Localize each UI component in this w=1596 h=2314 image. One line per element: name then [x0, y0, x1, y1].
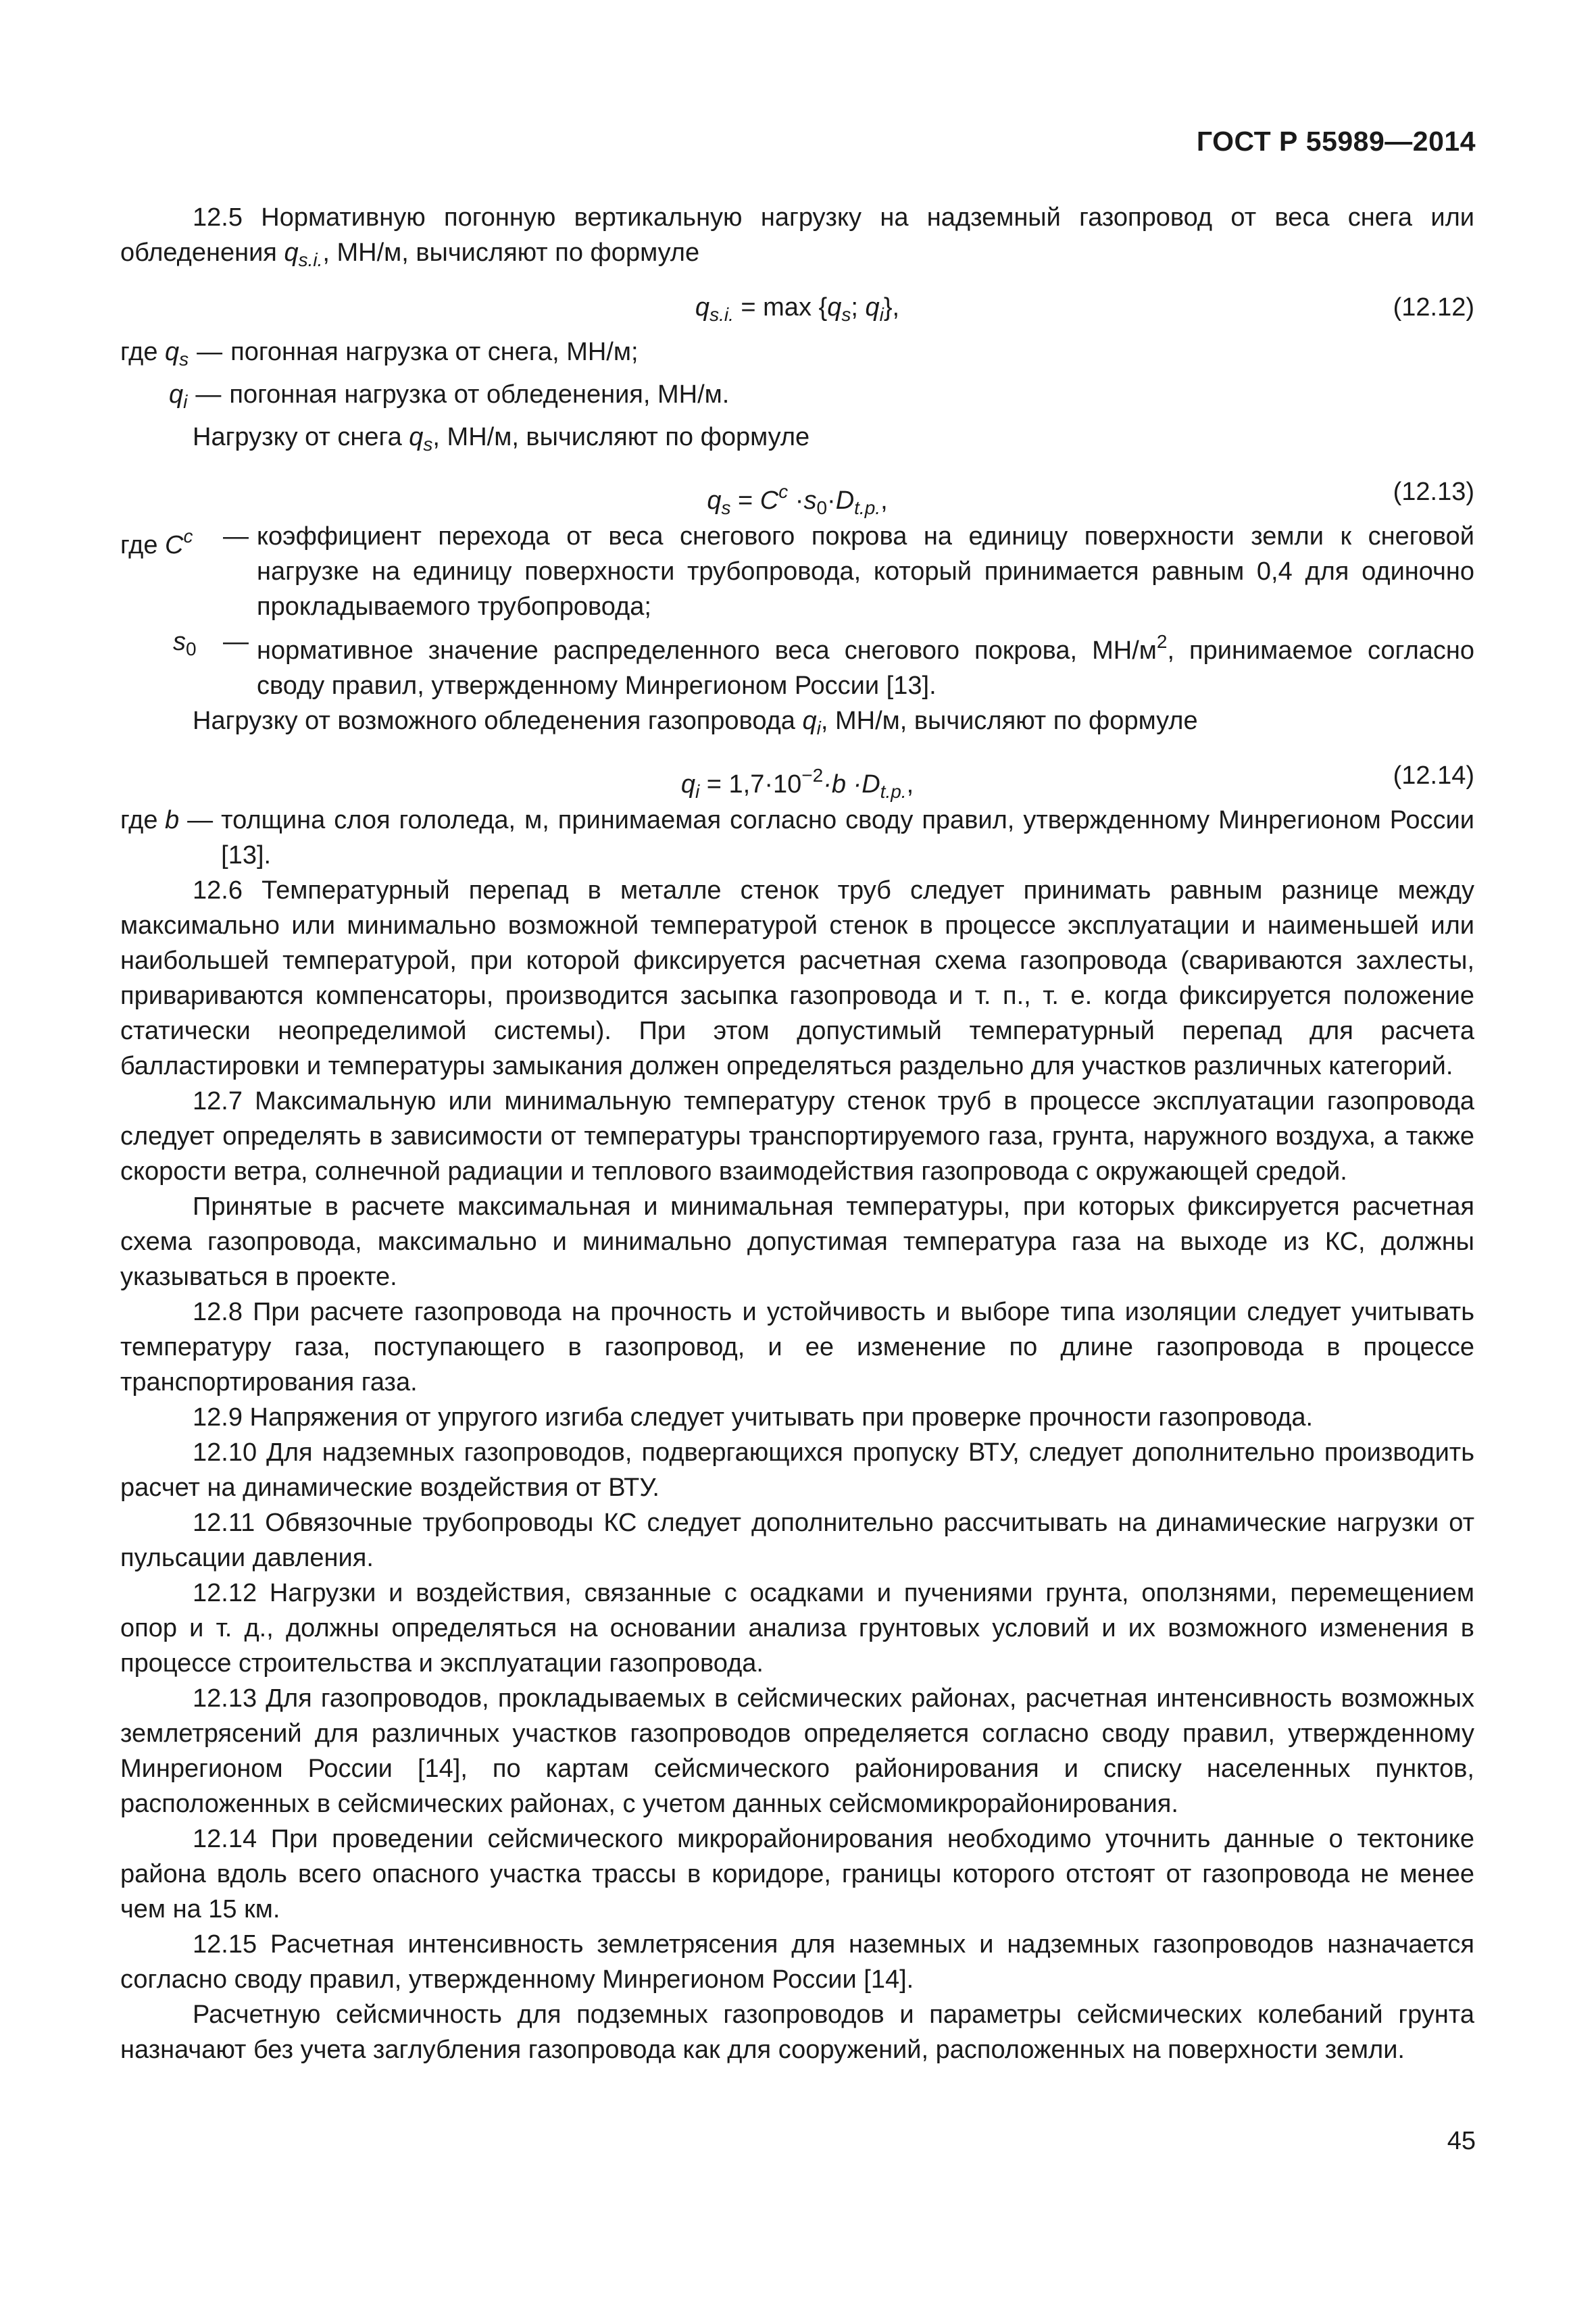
standard-header: ГОСТ Р 55989—2014 — [1196, 126, 1476, 157]
paragraph-12-15-continued: Расчетную сейсмичность для подземных газопроводов и параметры сейсмических колебаний грунта назначают без учета заглубления газопровода как для сооружений, расположенных на поверхности земли. — [120, 2001, 1474, 2064]
formula-12-13 — [120, 474, 1474, 518]
paragraph-12-15: 12.15 Расчетная интенсивность землетрясения для наземных и надземных газопроводов назначается согласно своду правил, утвержденному Минрегионом России [14]. — [120, 1930, 1474, 1994]
where-list-1 — [120, 334, 1474, 420]
formula-12-12-expression: $q_{s.i.} = \max \{q_s$; $q_i$}, — [695, 293, 900, 325]
formula-12-14 — [120, 758, 1474, 802]
formula-12-13-expression: $q_s = C^c \cdot s_0\cdot D_{t.p.}$, — [707, 481, 888, 518]
paragraph-12-7: 12.7 Максимальную или минимальную температуру стенок труб в процессе эксплуатации газопровода следует определять в зависимости от температуры транспортируемого газа, грунта, наружного воздуха, а также скорости ветра, солнечной радиации и теплового взаимодействия газопровода с окружающей средой. — [120, 1087, 1474, 1186]
where-item-cc: где $C^c$ — коэффициент перехода от веса снегового покрова на единицу поверхности земли к снеговой нагрузке на единицу поверхности трубопровода, который принимается равным 0,4 для одиночно прокладываемого трубопровода; — [120, 522, 1474, 621]
paragraph-12-7-continued: Принятые в расчете максимальная и минимальная температуры, при которых фиксируется расчетная схема газопровода, максимально и минимально допустимая температура газа на выходе из КС, должны указываться в проекте. — [120, 1192, 1474, 1291]
paragraph-12-13: 12.13 Для газопроводов, прокладываемых в сейсмических районах, расчетная интенсивность возможных землетрясений для различных участков газопроводов определяется согласно своду правил, утвержденному Минрегионом России [14], по картам сейсмического районирования и списку населенных пунктов, расположенных в сейсмических районах, с учетом данных сейсмомикрорайонирования. — [120, 1684, 1474, 1818]
paragraph-12-11: 12.11 Обвязочные трубопроводы КС следует дополнительно рассчитывать на динамические нагрузки от пульсации давления. — [120, 1509, 1474, 1572]
page-content — [120, 200, 1474, 2067]
where-item-qi: $q_i$ — погонная нагрузка от обледенения, МН/м. — [169, 380, 730, 412]
paragraph-ice-load: Нагрузку от возможного обледенения газопровода $q_i$, МН/м, вычисляют по формуле — [193, 707, 1198, 738]
paragraph-12-10: 12.10 Для надземных газопроводов, подвергающихся пропуску ВТУ, следует дополнительно производить расчет на динамические воздействия от ВТУ. — [120, 1438, 1474, 1502]
paragraph-snow-load: Нагрузку от снега $q_s$, МН/м, вычисляют по формуле — [193, 423, 810, 455]
paragraph-12-9: 12.9 Напряжения от упругого изгиба следует учитывать при проверке прочности газопровода. — [193, 1403, 1314, 1432]
paragraph-12-12: 12.12 Нагрузки и воздействия, связанные с осадками и пучениями грунта, оползнями, перемещением опор и т. д., должны определяться на основании анализа грунтовых условий и их возможного изменения в процессе строительства и эксплуатации газопровода. — [120, 1579, 1474, 1678]
formula-12-12 — [120, 290, 1474, 325]
where-list-3 — [120, 803, 1474, 873]
paragraph-12-6: 12.6 Температурный перепад в металле стенок труб следует принимать равным разнице между максимально или минимально возможной температурой стенок в процессе эксплуатации и наименьшей или наибольшей температурой, при которой фиксируется расчетная схема газопровода (свариваются захлесты, привариваются компенсаторы, производится засыпка газопровода и т. п., т. е. когда фиксируется положение статически неопределимой системы). При этом допустимый температурный перепад для расчета балластировки и температуры замыкания должен определяться раздельно для участков различных категорий. — [120, 876, 1474, 1080]
where-list-2 — [120, 519, 1474, 703]
paragraph-12-5: 12.5 Нормативную погонную вертикальную нагрузку на надземный газопровод от веса снега или обледенения $q_{s.i.}$, МН/м, вычисляют по формуле — [120, 203, 1474, 270]
paragraph-12-8: 12.8 При расчете газопровода на прочность и устойчивость и выборе типа изоляции следует учитывать температуру газа, поступающего в газопровод, и ее изменение по длине газопровода в процессе транспортирования газа. — [120, 1298, 1474, 1397]
where-item-s0: $s_0$ — нормативное значение распределенного веса снегового покрова, $МН/м^2$, принимаемое согласно своду правил, утвержденному Минрегионом России [13]. — [173, 628, 1474, 700]
formula-12-14-expression: $q_i = 1,7\cdot 10^{-2}\cdot b \cdot D_{t.p.}$, — [680, 765, 914, 802]
paragraph-12-14: 12.14 При проведении сейсмического микрорайонирования необходимо уточнить данные о тектонике района вдоль всего опасного участка трассы в коридоре, границы которого отстоят от газопровода не менее чем на 15 км. — [120, 1825, 1474, 1923]
where-item-b: где b — толщина слоя гололеда, м, принимаемая согласно своду правил, утвержденному Минрегионом России [13]. — [120, 806, 1474, 870]
formula-number: (12.14) — [1393, 761, 1474, 790]
where-item-qs: где $q_s$ — погонная нагрузка от снега, МН/м; — [120, 338, 639, 370]
formula-number: (12.13) — [1393, 478, 1474, 506]
page-number: 45 — [1447, 2127, 1476, 2155]
formula-number: (12.12) — [1393, 293, 1474, 322]
